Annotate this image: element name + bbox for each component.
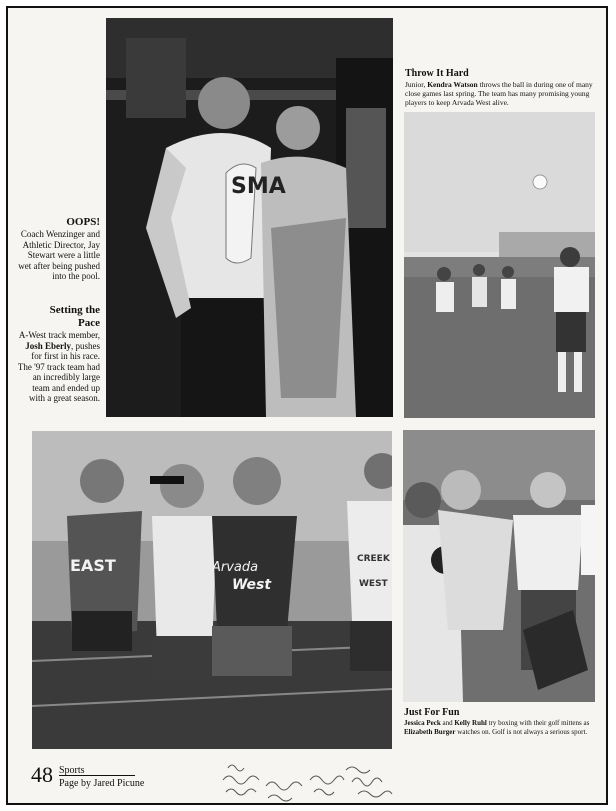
caption-setting-pace-title-2: Pace bbox=[78, 317, 100, 329]
photo-coaches-pool bbox=[106, 18, 393, 417]
photo-golf-fun-image bbox=[403, 430, 595, 702]
caption-fun-name-3: Elizabeth Burger bbox=[404, 728, 456, 736]
photo-coaches-pool-image bbox=[106, 18, 393, 417]
jersey-east: EAST bbox=[70, 556, 116, 575]
caption-fun-name-2: Kelly Ruhl bbox=[454, 719, 487, 727]
caption-throw-name: Kendra Watson bbox=[427, 80, 478, 89]
caption-fun-end: watches on. Golf is not always a serious sport. bbox=[455, 728, 588, 736]
caption-fun-title: Just For Fun bbox=[404, 707, 460, 718]
caption-just-for-fun bbox=[404, 706, 598, 737]
caption-oops-title: OOPS! bbox=[66, 216, 100, 228]
footer-section bbox=[59, 765, 144, 789]
handwritten-signature bbox=[218, 760, 408, 802]
caption-fun-mid: try boxing with their golf mittens as bbox=[486, 719, 590, 727]
footer-divider bbox=[59, 775, 135, 776]
photo-track-runners-image bbox=[32, 431, 392, 749]
caption-setting-pace-body-pre: A-West track member, bbox=[18, 330, 100, 340]
footer-byline: Page by Jared Picune bbox=[59, 778, 145, 789]
caption-setting-pace-name: Josh Eberly bbox=[25, 340, 71, 351]
coach-shirt-text: SMA bbox=[231, 174, 286, 199]
photo-soccer-image bbox=[404, 112, 595, 418]
page-number: 48 bbox=[31, 762, 53, 787]
jersey-arvada: Arvada bbox=[212, 560, 259, 575]
photo-track-runners bbox=[32, 431, 392, 749]
caption-throw-it-hard bbox=[405, 67, 597, 107]
caption-setting-pace-title-1: Setting the bbox=[49, 304, 100, 316]
caption-fun-and: and bbox=[440, 719, 455, 727]
caption-fun-name-1: Jessica Peck bbox=[404, 719, 441, 727]
photo-golf-fun bbox=[403, 430, 595, 702]
caption-setting-pace bbox=[16, 304, 100, 404]
caption-throw-title: Throw It Hard bbox=[405, 68, 469, 79]
caption-throw-body-post: throws the ball in during one of many close games last spring. The team has many promising young players to keep Arvada West alive. bbox=[405, 80, 593, 107]
caption-oops bbox=[16, 216, 100, 282]
caption-oops-body: Coach Wenzinger and Athletic Director, Jay Stewart were a little wet after being pushed into the pool. bbox=[18, 229, 100, 281]
caption-throw-body bbox=[405, 80, 597, 107]
photo-soccer bbox=[404, 112, 595, 418]
caption-fun-body bbox=[404, 719, 598, 737]
caption-setting-pace-body-post: , pushes for first in his race. The '97 track team had an incredibly large team and ended up with a great season. bbox=[17, 340, 100, 403]
caption-setting-pace-body bbox=[16, 330, 100, 404]
caption-throw-body-pre: Junior, bbox=[405, 80, 428, 89]
jersey-west: West bbox=[232, 577, 272, 593]
jersey-creek: CREEK bbox=[357, 554, 390, 564]
footer-section-label: Sports bbox=[59, 765, 85, 776]
jersey-creek-west: WEST bbox=[359, 579, 388, 589]
